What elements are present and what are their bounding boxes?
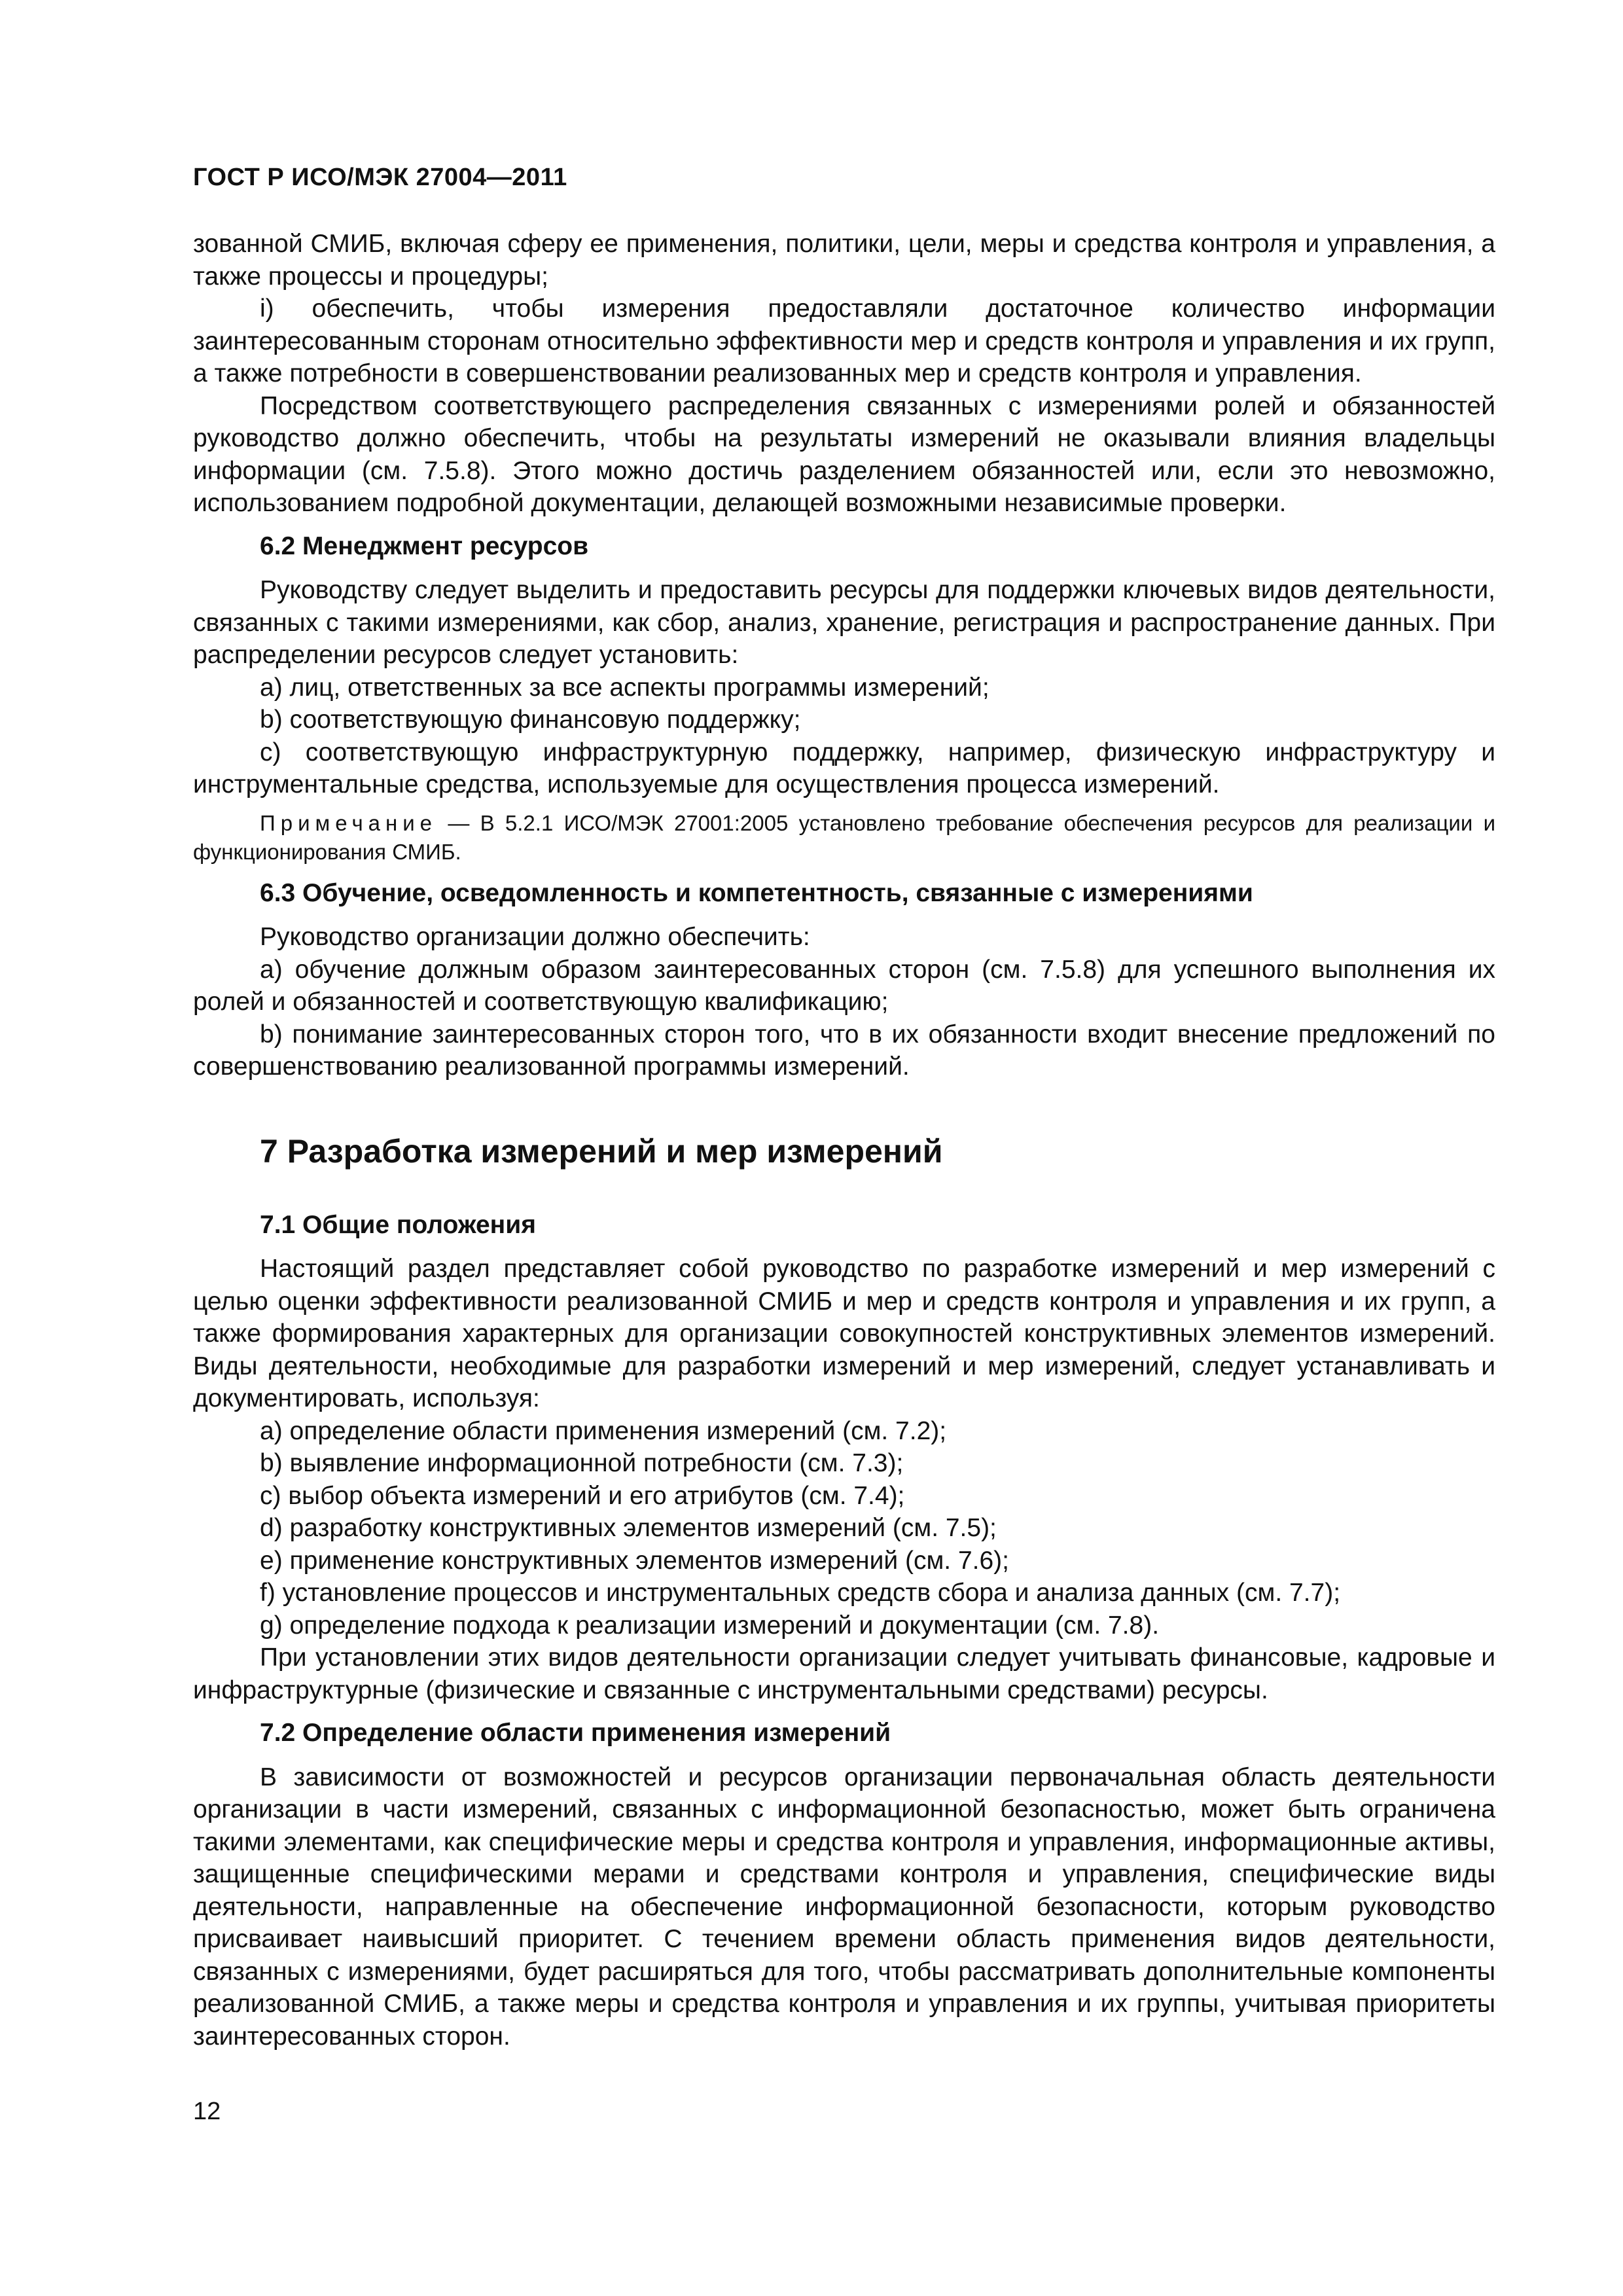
document-body <box>193 228 1495 2053</box>
list-item: с) выбор объекта измерений и его атрибутов (см. 7.4); <box>260 1481 905 1510</box>
list-item: d) разработку конструктивных элементов измерений (см. 7.5); <box>260 1514 997 1542</box>
paragraph: Руководству следует выделить и предоставить ресурсы для поддержки ключевых видов деятельности, связанных с такими измерениями, как сбор, анализ, хранение, регистрация и распространение данных. При распределении ресурсов следует установить: <box>193 576 1495 669</box>
document-header: ГОСТ Р ИСО/МЭК 27004—2011 <box>193 164 567 191</box>
section-heading-7-1: 7.1 Общие положения <box>260 1210 536 1239</box>
paragraph: Настоящий раздел представляет собой руководство по разработке измерений и мер измерений с целью оценки эффективности реализованной СМИБ и мер и средств контроля и управления и их групп, а также формирования характерных для организации совокупностей конструктивных элементов измерений. Виды деятельности, необходимые для разработки измерений и мер измерений, следует устанавливать и документировать, используя: <box>193 1255 1495 1412</box>
list-item: b) выявление информационной потребности (см. 7.3); <box>260 1449 904 1477</box>
paragraph: Посредством соответствующего распределения связанных с измерениями ролей и обязанностей руководство должно обеспечить, чтобы на результаты измерений не оказывали влияния владельцы информации (см. 7.5.8). Этого можно достичь разделением обязанностей или, если это невозможно, использованием подробной документации, делающей возможными независимые проверки. <box>193 391 1495 517</box>
list-item: а) обучение должным образом заинтересованных сторон (см. 7.5.8) для успешного выполнения их ролей и обязанностей и соответствующую квалификацию; <box>193 955 1495 1016</box>
note-label: Примечание <box>260 810 438 835</box>
note <box>193 809 1495 867</box>
list-item: а) лиц, ответственных за все аспекты программы измерений; <box>260 673 990 702</box>
section-heading-6-2: 6.2 Менеджмент ресурсов <box>260 531 589 560</box>
paragraph: Руководство организации должно обеспечить: <box>260 923 810 951</box>
paragraph: При установлении этих видов деятельности организации следует учитывать финансовые, кадровые и инфраструктурные (физические и связанные с инструментальными средствами) ресурсы. <box>193 1643 1495 1704</box>
paragraph: В зависимости от возможностей и ресурсов организации первоначальная область деятельности организации в части измерений, связанных с информационной безопасностью, может быть ограничена такими элементами, как специфические меры и средства контроля и управления, информационные активы, защищенные специфическими мерами и средствами контроля и управления, специфические виды деятельности, направленные на обеспечение информационной безопасности, которым руководство присваивает наивысший приоритет. С течением времени область применения видов деятельности, связанных с измерениями, будет расширяться для того, чтобы рассматривать дополнительные компоненты реализованной СМИБ, а также меры и средства контроля и управления и их группы, учитывая приоритеты заинтересованных сторон. <box>193 1763 1495 2051</box>
section-heading-7-2: 7.2 Определение области применения измерений <box>260 1719 891 1747</box>
list-item: b) понимание заинтересованных сторон того, что в их обязанности входит внесение предложений по совершенствованию реализованной программы измерений. <box>193 1020 1495 1081</box>
list-item: а) определение области применения измерений (см. 7.2); <box>260 1416 947 1445</box>
list-item: i) обеспечить, чтобы измерения предоставляли достаточное количество информации заинтересованным сторонам относительно эффективности мер и средств контроля и управления и их групп, а также потребности в совершенствовании реализованных мер и средств контроля и управления. <box>193 295 1495 387</box>
paragraph: зованной СМИБ, включая сферу ее применения, политики, цели, меры и средства контроля и управления, а также процессы и процедуры; <box>193 230 1495 291</box>
list-item: b) соответствующую финансовую поддержку; <box>260 706 801 734</box>
list-item: с) соответствующую инфраструктурную поддержку, например, физическую инфраструктуру и инструментальные средства, используемые для осуществления процесса измерений. <box>193 738 1495 798</box>
list-item: е) применение конструктивных элементов измерений (см. 7.6); <box>260 1546 1009 1575</box>
chapter-heading-7: 7 Разработка измерений и мер измерений <box>260 1132 943 1170</box>
page-number: 12 <box>193 2098 221 2125</box>
list-item: f) установление процессов и инструментальных средств сбора и анализа данных (см. 7.7); <box>260 1579 1341 1607</box>
list-item: g) определение подхода к реализации измерений и документации (см. 7.8). <box>260 1611 1160 1640</box>
section-heading-6-3: 6.3 Обучение, осведомленность и компетентность, связанные с измерениями <box>260 878 1253 907</box>
note-text: — В 5.2.1 ИСО/МЭК 27001:2005 установлено требование обеспечения ресурсов для реализации и функционирования СМИБ. <box>193 810 1495 864</box>
